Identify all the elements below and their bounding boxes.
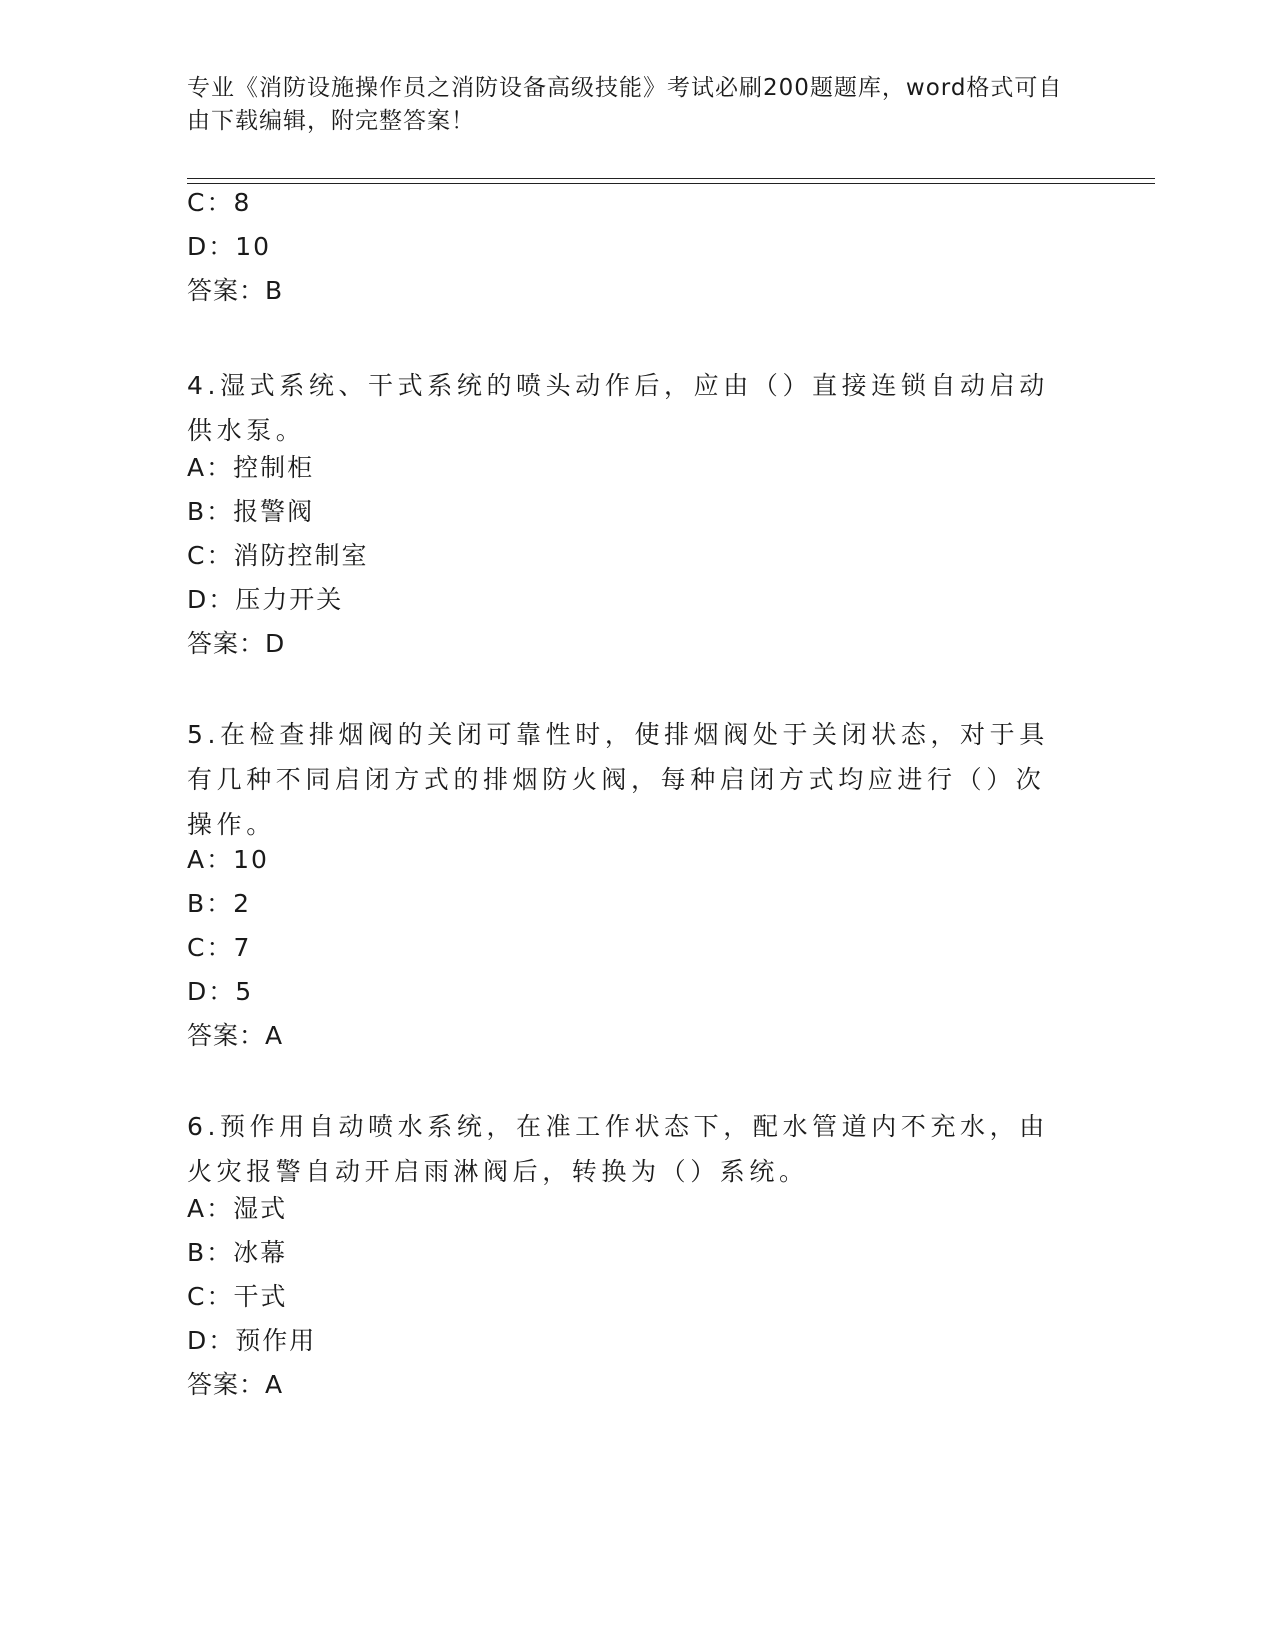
q4-text: 4.湿式系统、干式系统的喷头动作后，应由（）直接连锁自动启动供水泵。 bbox=[187, 371, 1049, 445]
q5-answer: 答案：A bbox=[187, 1021, 284, 1050]
q6-option-a: A：湿式 bbox=[187, 1194, 288, 1223]
q4-answer: 答案：D bbox=[187, 629, 286, 658]
q6-option-b: B：冰幕 bbox=[187, 1238, 288, 1267]
q5-text: 5.在检查排烟阀的关闭可靠性时，使排烟阀处于关闭状态，对于具有几种不同启闭方式的排烟防火阀，每种启闭方式均应进行（）次操作。 bbox=[187, 720, 1049, 839]
q4-option-c: C：消防控制室 bbox=[187, 541, 369, 570]
header-divider-bottom bbox=[187, 183, 1155, 184]
q6-option-d: D：预作用 bbox=[187, 1326, 317, 1355]
q6-option-c: C：干式 bbox=[187, 1282, 288, 1311]
q6-text: 6.预作用自动喷水系统，在准工作状态下，配水管道内不充水，由火灾报警自动开启雨淋阀后，转换为（）系统。 bbox=[187, 1112, 1049, 1186]
q3-answer: 答案：B bbox=[187, 276, 284, 305]
q3-option-c: C：8 bbox=[187, 188, 252, 217]
header-divider-top bbox=[187, 178, 1155, 179]
document-header: 专业《消防设施操作员之消防设备高级技能》考试必刷200题题库，word格式可自由下载编辑，附完整答案！ bbox=[187, 75, 1063, 134]
q5-option-c: C：7 bbox=[187, 933, 252, 962]
q5-option-b: B：2 bbox=[187, 889, 252, 918]
q5-option-d: D：5 bbox=[187, 977, 254, 1006]
q4-option-d: D：压力开关 bbox=[187, 585, 344, 614]
q4-option-b: B：报警阀 bbox=[187, 497, 315, 526]
q6-answer: 答案：A bbox=[187, 1370, 284, 1399]
q4-option-a: A：控制柜 bbox=[187, 453, 315, 482]
q5-option-a: A：10 bbox=[187, 845, 269, 874]
q3-option-d: D：10 bbox=[187, 232, 272, 261]
